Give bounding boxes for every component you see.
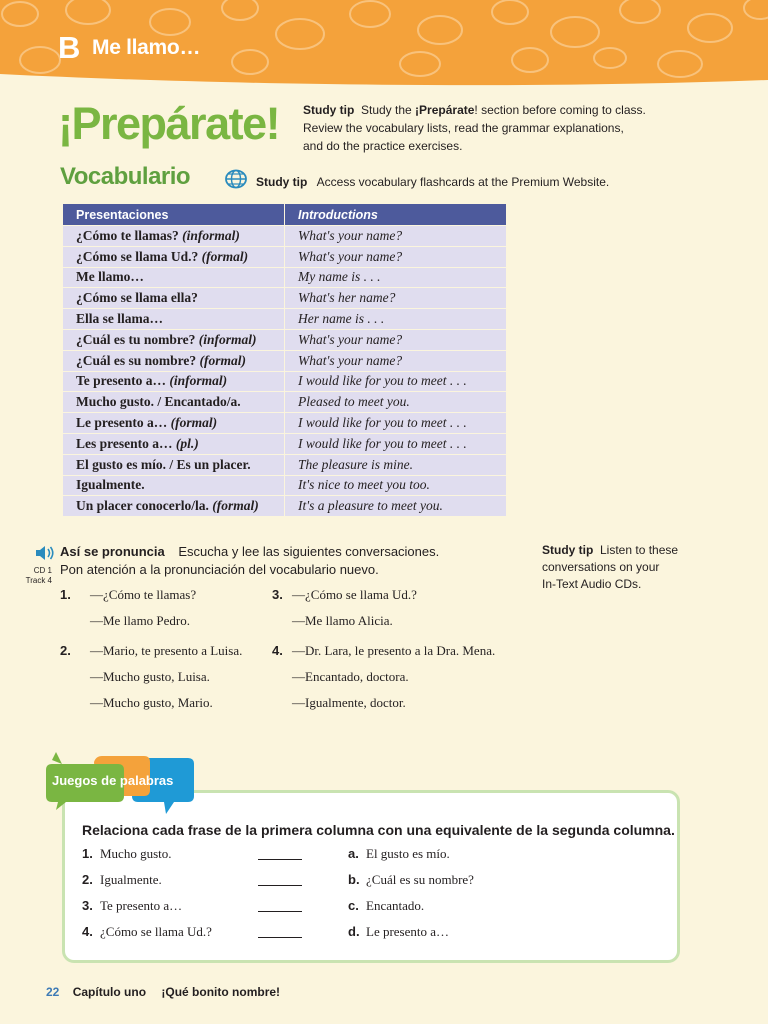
spanish-phrase [63,433,285,454]
spanish-text: Te presento a… [76,373,167,389]
table-row [63,246,507,267]
match-left-item [82,924,212,940]
register-note: (pl.) [175,435,199,451]
item-text: El gusto es mío. [366,846,450,861]
spanish-phrase [63,246,285,267]
study-tip-text: Access vocabulary flashcards at the Premium Website. [316,175,610,189]
study-tip-preparate [303,101,673,155]
chapter-title: ¡Qué bonito nombre! [161,985,281,999]
spanish-text: ¿Cuál es tu nombre? [76,331,196,347]
english-translation: What's your name? [285,329,507,350]
vocabulary-table [62,203,507,517]
vocabulario-heading: Vocabulario [60,163,191,190]
study-tip-audio [542,542,722,593]
item-text: Encantado. [366,898,425,913]
conversation-1 [60,582,196,634]
spanish-phrase [63,454,285,475]
pronunciation-title: Así se pronuncia [60,544,165,559]
spanish-phrase [63,371,285,392]
conversation-line: —Me llamo Pedro. [90,613,191,628]
study-tip-line-3: and do the practice exercises. [303,139,463,153]
item-number: 3. [82,898,93,913]
section-title: Me llamo… [92,36,201,59]
spanish-text: Le presento a… [76,415,168,431]
table-row [63,496,507,517]
table-row [63,392,507,413]
item-number: 4. [82,924,93,939]
conversation-line: —Encantado, doctora. [292,669,409,684]
table-row [63,433,507,454]
study-tip-line-3: In-Text Audio CDs. [542,577,642,591]
header-introductions: Introductions [285,204,507,226]
item-text: Igualmente. [100,872,162,887]
english-translation: What's your name? [285,226,507,247]
table-row [63,309,507,330]
juegos-de-palabras-label: Juegos de palabras [52,773,174,788]
english-translation: Her name is . . . [285,309,507,330]
table-row [63,267,507,288]
english-translation: What's your name? [285,350,507,371]
english-translation: My name is . . . [285,267,507,288]
english-translation: Pleased to meet you. [285,392,507,413]
spanish-text: Les presento a… [76,435,173,451]
english-translation: It's a pleasure to meet you. [285,496,507,517]
spanish-text: ¿Cómo se llama ella? [76,290,198,306]
speaker-icon[interactable] [34,543,56,563]
page-number: 22 [46,985,60,999]
register-note: (formal) [212,498,259,514]
match-left-item [82,898,182,914]
section-letter: B [58,30,81,65]
conversation-3 [272,582,417,634]
answer-blank[interactable] [258,859,302,860]
study-tip-text: Study the [361,103,416,117]
item-text: Mucho gusto. [100,846,172,861]
table-row [63,288,507,309]
english-translation: What's your name? [285,246,507,267]
table-row [63,413,507,434]
spanish-phrase [63,475,285,496]
register-note: (formal) [199,352,247,368]
spanish-phrase [63,309,285,330]
cd-number: CD 1 [33,566,52,575]
spanish-phrase [63,350,285,371]
table-row [63,475,507,496]
conversation-number: 2. [60,643,71,658]
spanish-text: Ella se llama… [76,311,163,327]
study-tip-line-1: Listen to these [600,543,679,557]
table-row [63,350,507,371]
register-note: (informal) [182,227,240,243]
spanish-text: Igualmente. [76,477,145,493]
spanish-text: El gusto es mío. / Es un placer. [76,456,251,472]
conversation-number: 3. [272,587,283,602]
english-translation: I would like for you to meet . . . [285,433,507,454]
spanish-phrase [63,392,285,413]
study-tip-label: Study tip [303,103,355,117]
spanish-phrase [63,413,285,434]
spanish-text: ¿Cómo te llamas? [76,227,179,243]
study-tip-text-2: ! section before coming to class. [474,103,646,117]
conversation-4 [272,638,495,716]
table-row [63,371,507,392]
page-footer [46,985,280,999]
item-number: 2. [82,872,93,887]
conversation-number: 1. [60,587,71,602]
pronunciation-line-1: Escucha y lee las siguientes conversaciones. [178,544,440,559]
item-text: Te presento a… [100,898,183,913]
table-row [63,329,507,350]
globe-icon[interactable] [224,169,248,189]
item-text: ¿Cuál es su nombre? [366,872,474,887]
conversation-line: —Mucho gusto, Mario. [90,695,213,710]
pronunciation-heading [60,544,439,559]
spanish-phrase [63,226,285,247]
conversation-number: 4. [272,643,283,658]
study-tip-vocabulario [256,175,609,189]
study-tip-line-2: conversations on your [542,560,660,574]
item-letter: b. [348,872,360,887]
match-right-item [348,872,474,888]
spanish-text: ¿Cómo se llama Ud.? [76,248,199,264]
english-translation: I would like for you to meet . . . [285,413,507,434]
preparate-heading: ¡Prepárate! [58,98,280,149]
english-translation: I would like for you to meet . . . [285,371,507,392]
table-header-row [63,204,507,226]
spanish-text: Un placer conocerlo/la. [76,498,209,514]
item-number: 1. [82,846,93,861]
table-row [63,226,507,247]
track-number: Track 4 [25,576,52,585]
match-right-item [348,898,424,914]
english-translation: What's her name? [285,288,507,309]
english-translation: It's nice to meet you too. [285,475,507,496]
spanish-phrase [63,267,285,288]
answer-blank[interactable] [258,937,302,938]
conversation-line: —¿Cómo se llama Ud.? [292,587,417,602]
spanish-text: Me llamo… [76,269,144,285]
study-tip-label: Study tip [256,175,308,189]
answer-blank[interactable] [258,911,302,912]
item-letter: a. [348,846,359,861]
english-translation: The pleasure is mine. [285,454,507,475]
header-presentaciones: Presentaciones [63,204,285,226]
conversation-line: —Igualmente, doctor. [292,695,406,710]
study-tip-line-2: Review the vocabulary lists, read the grammar explanations, [303,121,624,135]
matching-instruction: Relaciona cada frase de la primera columna con una equivalente de la segunda columna. [82,822,675,838]
match-left-item [82,846,172,862]
register-note: (informal) [169,373,228,389]
conversation-line: —Dr. Lara, le presento a la Dra. Mena. [292,643,496,658]
pronunciation-line-2: Pon atención a la pronunciación del vocabulario nuevo. [60,562,379,577]
match-right-item [348,846,450,862]
conversation-line: —¿Cómo te llamas? [90,587,197,602]
study-tip-bold: ¡Prepárate [415,103,475,117]
spanish-phrase [63,329,285,350]
item-text: Le presento a… [366,924,450,939]
item-text: ¿Cómo se llama Ud.? [100,924,212,939]
spanish-phrase [63,288,285,309]
item-letter: c. [348,898,359,913]
register-note: (informal) [198,331,257,347]
spanish-text: Mucho gusto. / Encantado/a. [76,394,241,410]
item-letter: d. [348,924,360,939]
match-right-item [348,924,449,940]
conversation-line: —Me llamo Alicia. [292,613,393,628]
study-tip-label: Study tip [542,543,594,557]
answer-blank[interactable] [258,885,302,886]
match-left-item [82,872,162,888]
chapter-label: Capítulo uno [72,985,147,999]
register-note: (formal) [170,415,218,431]
cd-track-label [22,566,52,586]
conversation-2 [60,638,242,716]
banner-edge [0,62,768,90]
spanish-phrase [63,496,285,517]
register-note: (formal) [201,248,249,264]
table-row [63,454,507,475]
spanish-text: ¿Cuál es su nombre? [76,352,197,368]
conversation-line: —Mucho gusto, Luisa. [90,669,210,684]
conversation-line: —Mario, te presento a Luisa. [90,643,243,658]
